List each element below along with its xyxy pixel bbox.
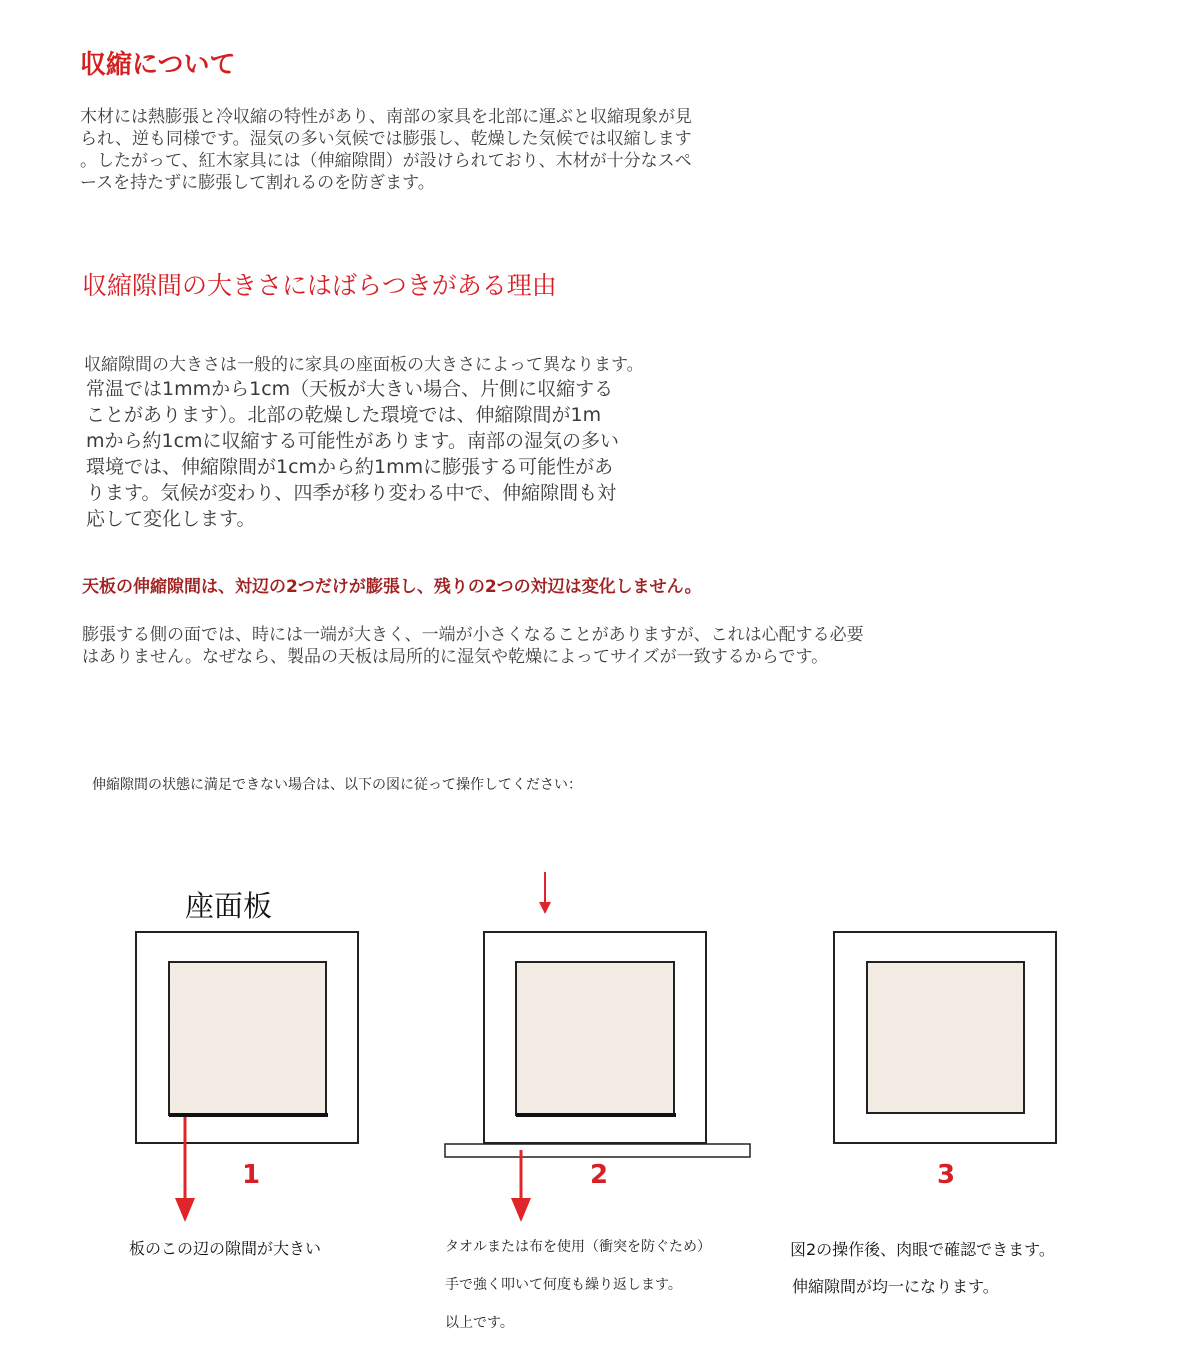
arrow-head-2-bottom: [511, 1198, 531, 1222]
arrow-head-2-top: [539, 902, 551, 914]
note-body: 膨張する側の面では、時には一端が大きく、一端が小さくなることがありますが、これは心配する必要 はありません。なぜなら、製品の天板は局所的に湿気や乾燥によってサイズが一致するからです。: [82, 625, 864, 667]
section1-body: 木材には熱膨張と冷収縮の特性があり、南部の家具を北部に運ぶと収縮現象が見 られ、逆も同様です。湿気の多い気候では膨張し、乾燥した気候では収縮します 。したがって、紅木家具には（伸縮隙間）が設けられており、木材が十分なスペ ースを持たずに膨張して割れるのを防ぎます。: [80, 107, 692, 193]
section2-title: 収縮隙間の大きさにはばらつきがある理由: [82, 271, 557, 300]
section1-title: 収縮について: [80, 50, 236, 80]
towel-2: [445, 1144, 750, 1157]
seat-panel-label: 座面板: [185, 884, 286, 925]
section2-lead: 収縮隙間の大きさは一般的に家具の座面板の大きさによって異なります。: [84, 355, 644, 375]
step2-caption-1: タオルまたは布を使用（衝突を防ぐため）: [445, 1239, 711, 1255]
step-number-3: 3: [936, 1160, 956, 1190]
diagram-3: [834, 932, 1056, 1143]
step2-caption-3: 以上です。: [445, 1315, 514, 1331]
note-highlight: 天板の伸縮隙間は、対辺の2つだけが膨張し、残りの2つの対辺は変化しません。: [82, 577, 702, 597]
step-number-2: 2: [589, 1160, 609, 1190]
step-number-1: 1: [241, 1160, 261, 1190]
step2-caption-2: 手で強く叩いて何度も繰り返します。: [445, 1277, 682, 1293]
step1-caption: 板のこの辺の隙間が大きい: [129, 1239, 322, 1258]
panel-2: [516, 962, 674, 1115]
panel-3: [867, 962, 1024, 1113]
step3-caption-1: 図2の操作後、肉眼で確認できます。: [790, 1240, 1055, 1259]
panel-1: [169, 962, 326, 1115]
section2-body: 常温では1mmから1cm（天板が大きい場合、片側に収縮する ことがあります）。北部の乾燥した環境では、伸縮隙間が1m mから約1cmに収縮する可能性があります。南部の湿気の多い 環境では、伸縮隙間が1cmから約1mmに膨張する可能性があ ります。気候が変わり、四季が移り変わる中で、伸縮隙間も対 応して変化します。: [86, 378, 620, 530]
step3-caption-2: 伸縮隙間が均一になります。: [792, 1277, 999, 1296]
arrow-head-1: [175, 1198, 195, 1222]
instruction-text: 伸縮隙間の状態に満足できない場合は、以下の図に従って操作してください：: [92, 777, 582, 793]
